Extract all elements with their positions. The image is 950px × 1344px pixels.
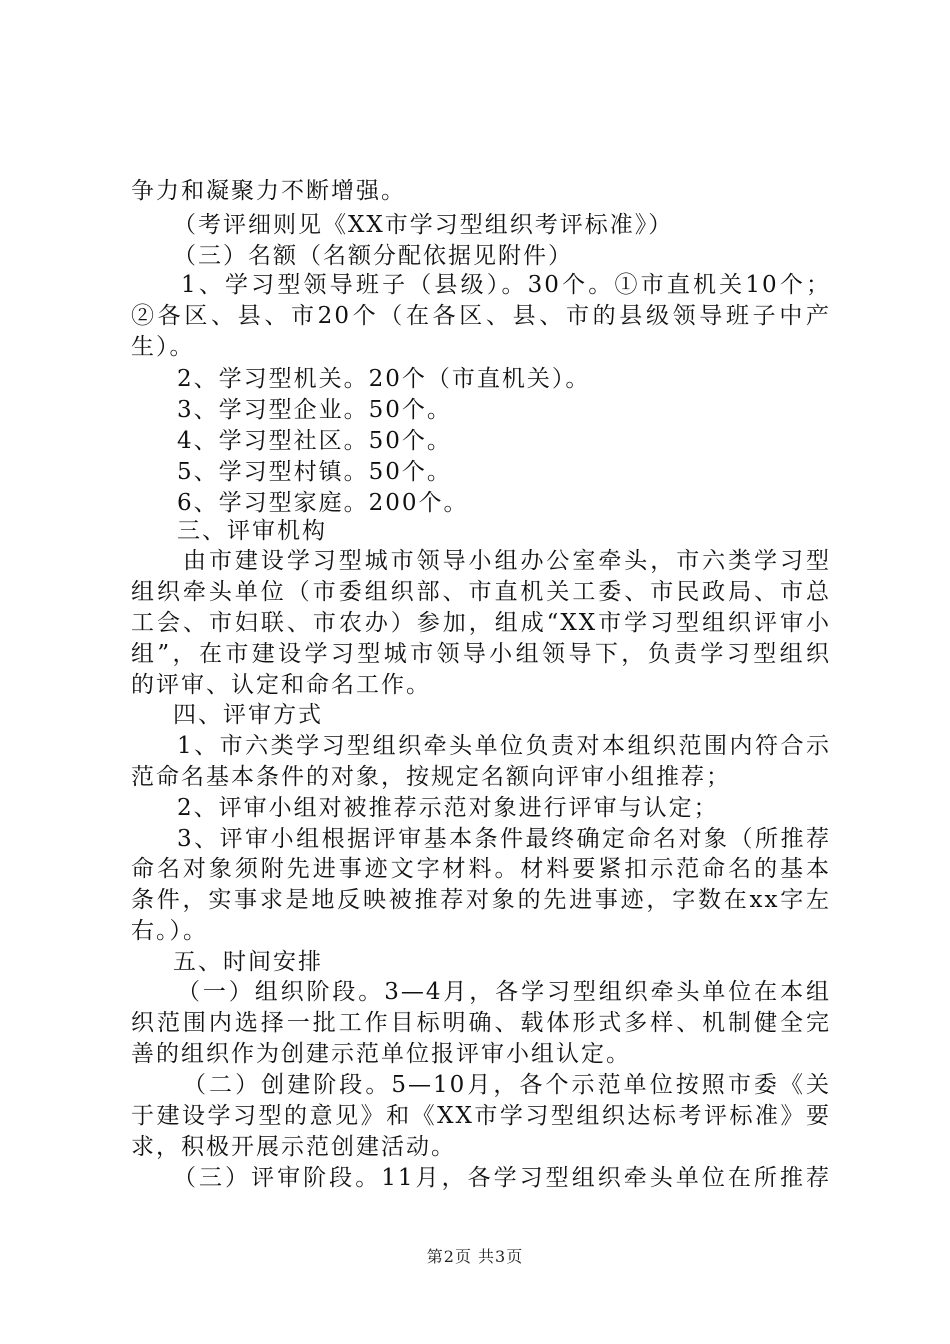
section-heading: 三、评审机构 (177, 518, 327, 544)
text-line: （一）组织阶段。3—4月，各学习型组织牵头单位在本组 (177, 979, 831, 1005)
text-line: 3、学习型企业。50个。 (177, 397, 452, 423)
text-line: 1、学习型领导班子（县级）。30个。①市直机关10个； (181, 272, 831, 298)
text-line: 范命名基本条件的对象，按规定名额向评审小组推荐； (131, 764, 731, 790)
text-line: 生）。 (131, 334, 195, 360)
text-line: 1、市六类学习型组织牵头单位负责对本组织范围内符合示 (177, 733, 831, 759)
text-line: 工会、市妇联、市农办）参加，组成“XX市学习型组织评审小 (131, 610, 831, 636)
text-line: 命名对象须附先进事迹文字材料。材料要紧扣示范命名的基本 (131, 856, 831, 882)
text-line: 由市建设学习型城市领导小组办公室牵头，市六类学习型 (183, 548, 831, 574)
text-line: 的评审、认定和命名工作。 (131, 672, 431, 698)
text-line: 组”，在市建设学习型城市领导小组领导下，负责学习型组织 (131, 641, 831, 667)
text-line: （考评细则见《XX市学习型组织考评标准》） (173, 212, 674, 238)
text-line: （三）名额（名额分配依据见附件） (173, 243, 573, 269)
page-number-footer: 第2页 共3页 (426, 1247, 524, 1266)
text-line: 善的组织作为创建示范单位报评审小组认定。 (131, 1041, 631, 1067)
text-line: 2、学习型机关。20个（市直机关）。 (177, 366, 591, 392)
text-line: 条件，实事求是地反映被推荐对象的先进事迹，字数在xx字左 (131, 887, 831, 913)
text-line: 织范围内选择一批工作目标明确、载体形式多样、机制健全完 (131, 1010, 831, 1036)
text-line: 5、学习型村镇。50个。 (177, 459, 452, 485)
text-line: 4、学习型社区。50个。 (177, 428, 452, 454)
text-line: 2、评审小组对被推荐示范对象进行评审与认定； (177, 795, 719, 821)
text-line: 6、学习型家庭。200个。 (177, 490, 469, 516)
text-line: （二）创建阶段。5—10月，各个示范单位按照市委《关 (183, 1072, 831, 1098)
text-line: 求，积极开展示范创建活动。 (131, 1134, 456, 1160)
text-line: 于建设学习型的意见》和《XX市学习型组织达标考评标准》要 (131, 1103, 831, 1129)
text-line: 右。）。 (131, 918, 208, 944)
text-line: ②各区、县、市20个（在各区、县、市的县级领导班子中产 (131, 303, 831, 329)
text-line: （三）评审阶段。11月，各学习型组织牵头单位在所推荐 (173, 1165, 831, 1191)
section-heading: 四、评审方式 (173, 702, 323, 728)
text-line: 组织牵头单位（市委组织部、市直机关工委、市民政局、市总 (131, 579, 831, 605)
section-heading: 五、时间安排 (173, 949, 323, 975)
text-line: 3、评审小组根据评审基本条件最终确定命名对象（所推荐 (177, 826, 831, 852)
text-line: 争力和凝聚力不断增强。 (131, 178, 406, 204)
